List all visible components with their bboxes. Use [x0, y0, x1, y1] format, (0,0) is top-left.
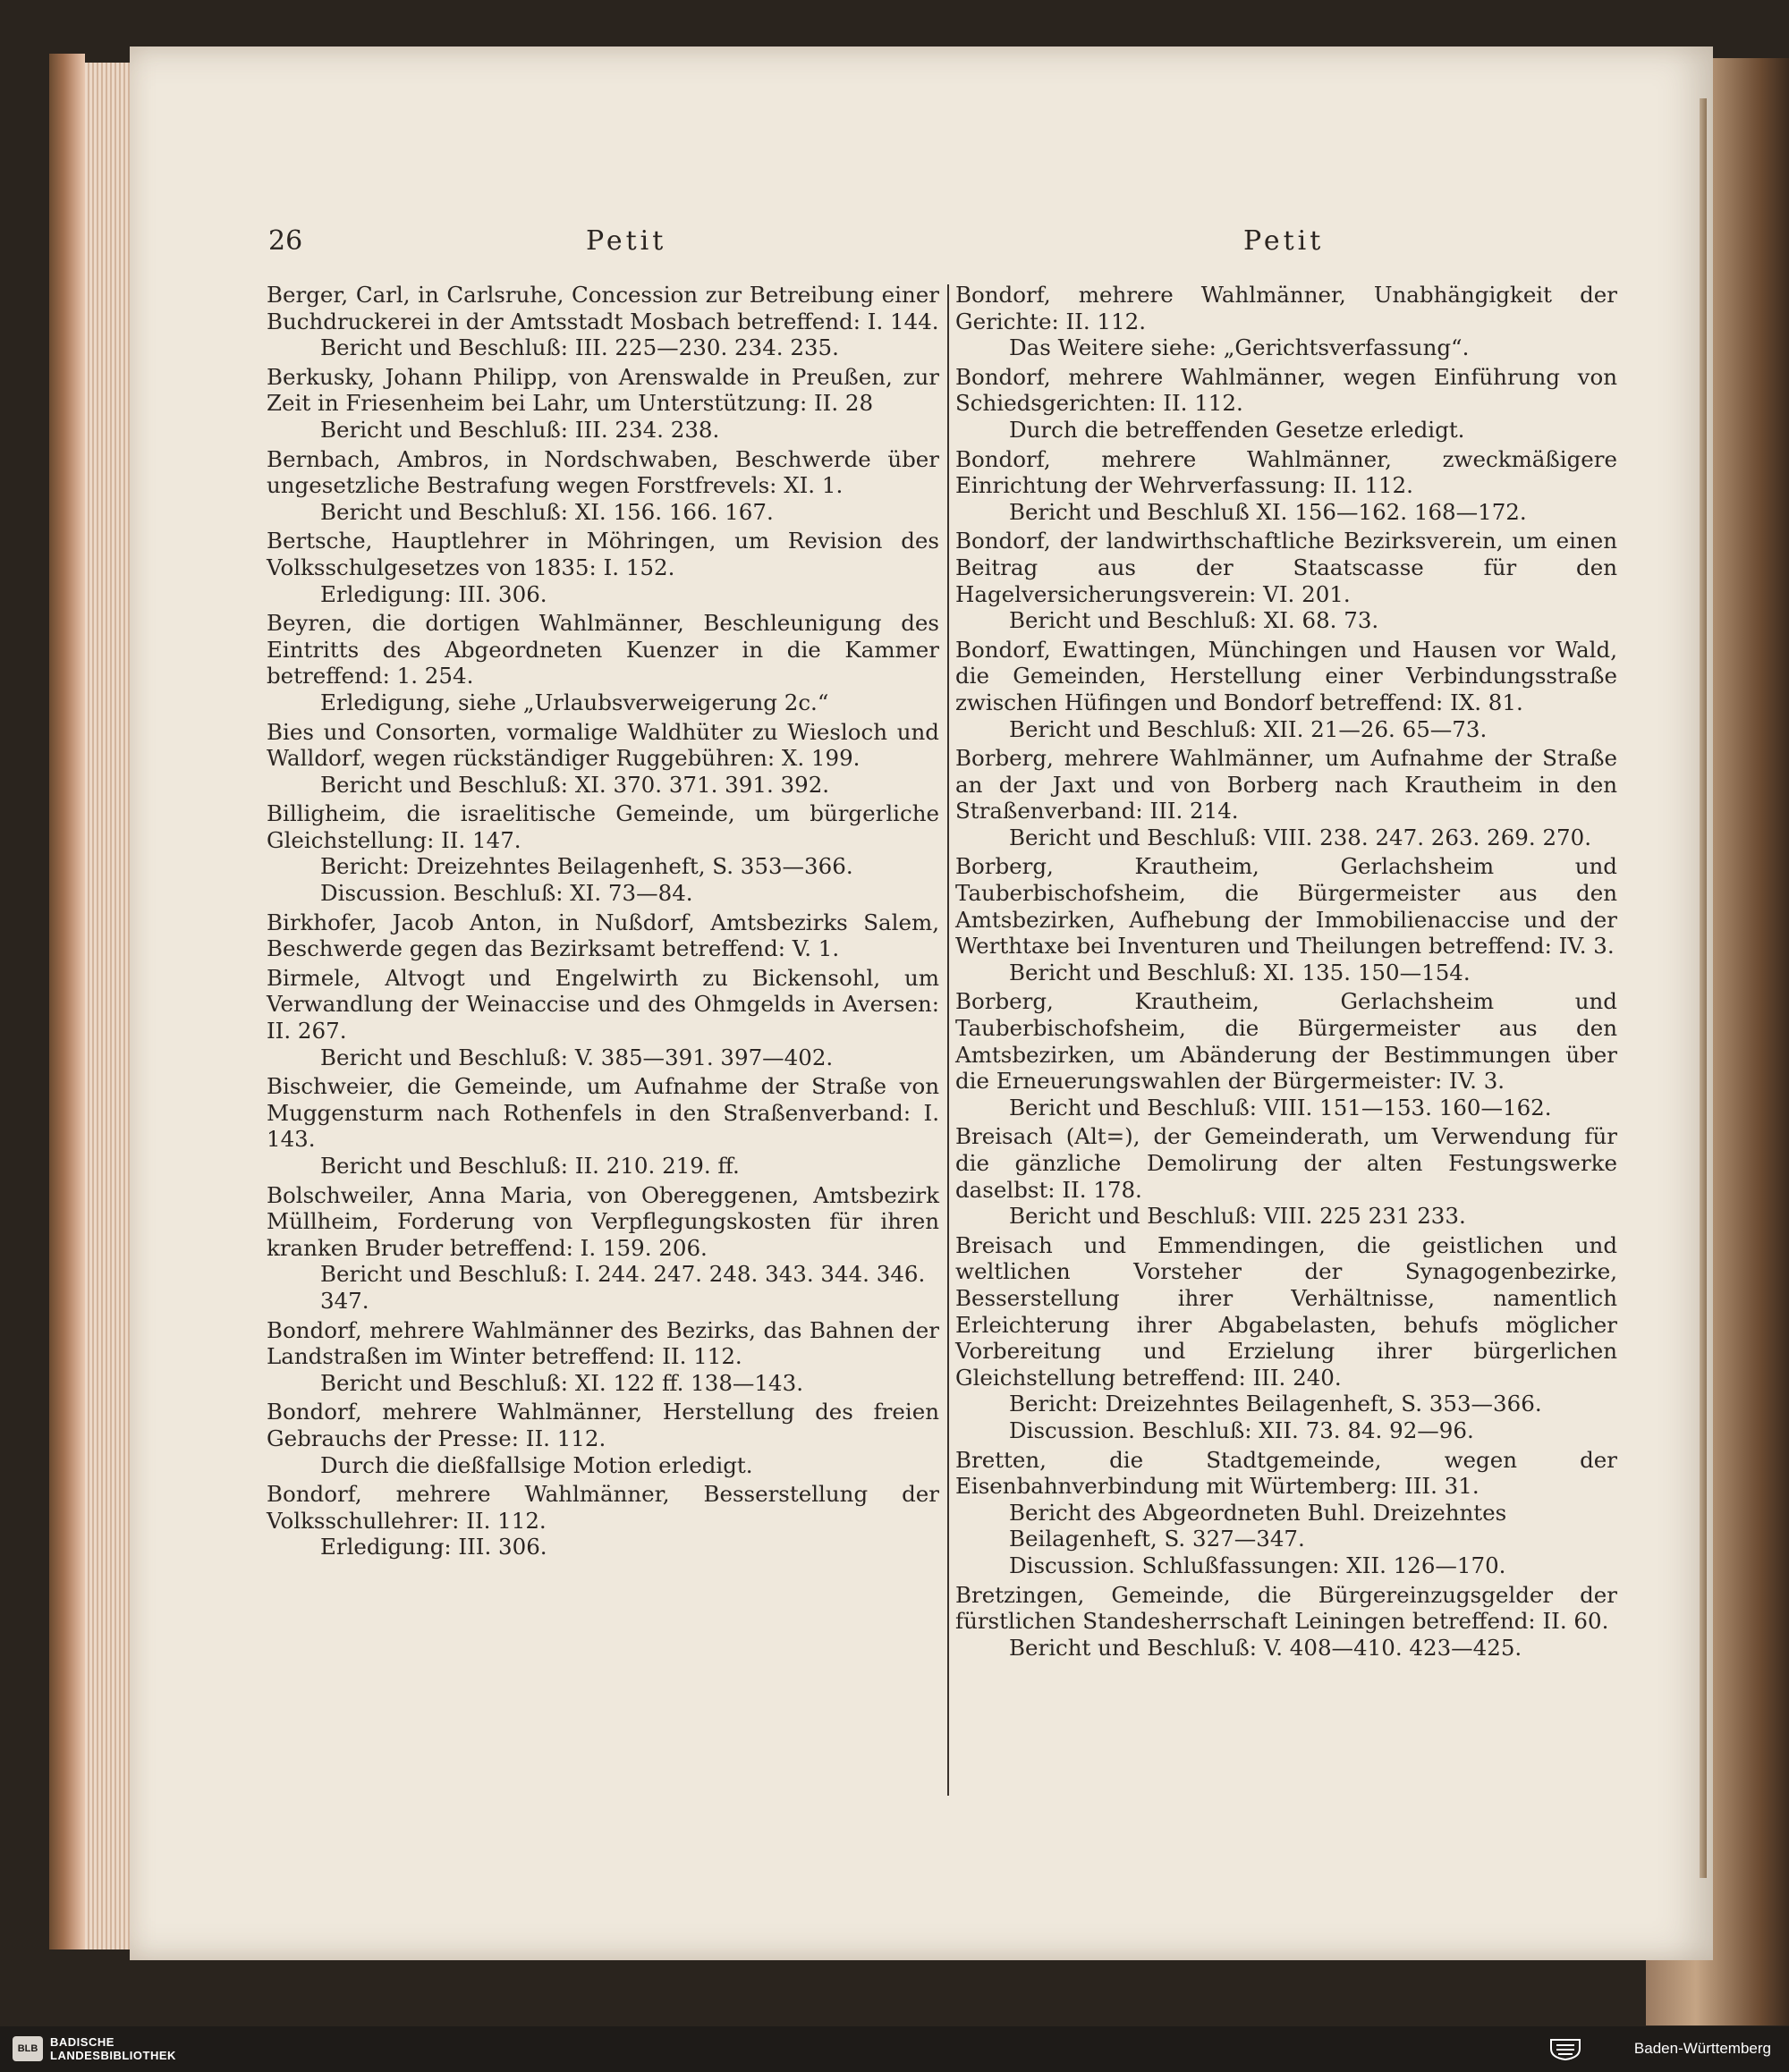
index-entry [267, 719, 939, 799]
index-entry [267, 800, 939, 906]
page-number: 26 [268, 225, 303, 257]
entry-text: Borberg, Krautheim, Gerlachsheim und Tauberbischofsheim, die Bürgermeister aus den Amtsbezirken, um Abänderung der Bestimmungen über die Erneuerungswahlen der Bürgermeister: IV. 3. [955, 988, 1617, 1095]
entry-reference: Bericht des Abgeordneten Buhl. Dreizehntes Beilagenheft, S. 327—347. [1009, 1499, 1507, 1552]
entry-reference: Discussion. Schlußfassungen: XII. 126—170. [1009, 1552, 1506, 1578]
entry-text: Bretzingen, Gemeinde, die Bürgereinzugsgelder der fürstlichen Standesherrschaft Leiningen betreffend: II. 60. [955, 1581, 1617, 1635]
book-binding-left [49, 54, 85, 1949]
entry-text: Bondorf, Ewattingen, Münchingen und Hausen vor Wald, die Gemeinden, Herstellung einer Verbindungsstraße zwischen Hüfingen und Bondorf betreffend: IX. 81. [955, 636, 1617, 715]
entry-text: Bondorf, mehrere Wahlmänner, Besserstellung der Volksschullehrer: II. 112. [267, 1481, 939, 1534]
entry-text: Bondorf, mehrere Wahlmänner des Bezirks, das Bahnen der Landstraßen im Winter betreffend: II. 112. [267, 1316, 939, 1370]
entry-reference: Bericht und Beschluß: XI. 68. 73. [1009, 607, 1379, 634]
index-entry [267, 1073, 939, 1179]
index-entry [267, 1481, 939, 1560]
entry-text: Birmele, Altvogt und Engelwirth zu Bickensohl, um Verwandlung der Weinaccise und des Ohmgelds in Aversen: II. 267. [267, 964, 939, 1044]
entry-reference: Bericht und Beschluß XI. 156—162. 168—172. [1009, 498, 1527, 525]
entry-reference: Bericht und Beschluß: V. 408—410. 423—425. [1009, 1634, 1522, 1661]
entry-reference: Erledigung: III. 306. [320, 580, 547, 607]
index-entry [955, 528, 1617, 633]
entry-text: Bies und Consorten, vormalige Waldhüter zu Wiesloch und Walldorf, wegen rückständiger Ruggebühren: X. 199. [267, 718, 939, 772]
entry-reference: Bericht und Beschluß: III. 234. 238. [320, 416, 720, 443]
entry-text: Bondorf, mehrere Wahlmänner, zweckmäßigere Einrichtung der Wehrverfassung: II. 112. [955, 445, 1617, 499]
entry-text: Bondorf, mehrere Wahlmänner, Unabhängigkeit der Gerichte: II. 112. [955, 282, 1617, 334]
entry-text: Beyren, die dortigen Wahlmänner, Beschleunigung des Eintritts des Abgeordneten Kuenzer in die Kammer betreffend: 1. 254. [267, 610, 939, 689]
index-entry [267, 1317, 939, 1397]
entry-reference: Bericht und Beschluß: VIII. 151—153. 160—162. [1009, 1094, 1552, 1121]
index-entry [955, 282, 1617, 361]
index-entry [955, 1232, 1617, 1444]
entry-text: Berkusky, Johann Philipp, von Arenswalde in Preußen, zur Zeit in Friesenheim bei Lahr, um Unterstützung: II. 28 [267, 363, 939, 417]
entry-text: Bondorf, der landwirthschaftliche Bezirksverein, um einen Beitrag aus der Staatscasse für den Hagelversicherungsverein: VI. 201. [955, 528, 1617, 607]
index-entry [955, 446, 1617, 526]
entry-reference: Bericht und Beschluß: XI. 135. 150—154. [1009, 959, 1471, 985]
institution-line-2: LANDESBIBLIOTHEK [50, 2049, 176, 2062]
blb-logo: BLB [13, 2036, 43, 2061]
running-head-left: Petit [586, 225, 667, 257]
state-coat-of-arms-icon [1547, 2036, 1583, 2061]
entry-reference: Bericht und Beschluß: XII. 21—26. 65—73. [1009, 715, 1488, 742]
entry-reference: Bericht und Beschluß: XI. 370. 371. 391. 392. [320, 771, 830, 798]
entry-text: Bernbach, Ambros, in Nordschwaben, Beschwerde über ungesetzliche Bestrafung wegen Forstfrevels: XI. 1. [267, 445, 939, 499]
state-name: Baden-Württemberg [1633, 2040, 1771, 2057]
index-entry [955, 988, 1617, 1121]
entry-text: Breisach und Emmendingen, die geistlichen und weltlichen Vorsteher der Synagogenbezirke, Besserstellung ihrer Verhältnisse, namentlich Erleichterung ihrer Abgabelasten, behufs möglicher Vorbereitung und Erzielung ihrer bürgerlichen Gleichstellung betreffend: III. 240. [955, 1231, 1617, 1391]
entry-text: Breisach (Alt=), der Gemeinderath, um Verwendung für die gänzliche Demolirung der alten Festungswerke daselbst: II. 178. [955, 1123, 1617, 1203]
entry-reference: Bericht: Dreizehntes Beilagenheft, S. 353—366. [1009, 1391, 1542, 1417]
entry-reference: Das Weitere siehe: „Gerichtsverfassung“. [1009, 334, 1470, 361]
entry-text: Bertsche, Hauptlehrer in Möhringen, um Revision des Volksschulgesetzes von 1835: I. 152. [267, 528, 939, 580]
footer-bar [0, 2026, 1789, 2072]
running-head-right: Petit [1243, 225, 1325, 257]
index-entry [267, 1399, 939, 1478]
entry-reference: Durch die dießfallsige Motion erledigt. [320, 1451, 753, 1478]
entry-reference: Bericht und Beschluß: XI. 156. 166. 167. [320, 498, 774, 525]
entry-reference: Erledigung, siehe „Urlaubsverweigerung 2c.“ [320, 689, 829, 715]
index-entry [955, 1447, 1617, 1579]
institution-line-1: BADISCHE [50, 2035, 114, 2049]
entry-text: Bischweier, die Gemeinde, um Aufnahme der Straße von Muggensturm nach Rothenfels in den Straßenverband: I. 143. [267, 1073, 939, 1153]
index-entry [955, 637, 1617, 742]
entry-reference: Durch die betreffenden Gesetze erledigt. [1009, 416, 1465, 443]
index-entry [267, 909, 939, 962]
entry-reference: Discussion. Beschluß: XII. 73. 84. 92—96. [1009, 1417, 1474, 1443]
entry-reference: Bericht und Beschluß: VIII. 225 231 233. [1009, 1203, 1466, 1230]
entry-text: Berger, Carl, in Carlsruhe, Concession zur Betreibung einer Buchdruckerei in der Amtsstadt Mosbach betreffend: I. 144. [267, 282, 939, 334]
entry-text: Billigheim, die israelitische Gemeinde, um bürgerliche Gleichstellung: II. 147. [267, 800, 939, 853]
column-divider [947, 284, 949, 1796]
entry-text: Borberg, Krautheim, Gerlachsheim und Tauberbischofsheim, die Bürgermeister aus den Amtsbezirken, Aufhebung der Immobilienaccise und der Werthtaxe bei Inventuren und Theilungen betreffend: IV. 3. [955, 853, 1617, 960]
entry-reference: Bericht und Beschluß: I. 244. 247. 248. 343. 344. 346. 347. [320, 1261, 926, 1314]
entry-reference: Bericht und Beschluß: II. 210. 219. ff. [320, 1153, 740, 1179]
index-entry [955, 745, 1617, 850]
index-entry [955, 364, 1617, 444]
institution-name [50, 2035, 176, 2062]
index-entry [955, 1582, 1617, 1662]
index-entry [267, 528, 939, 607]
entry-reference: Bericht: Dreizehntes Beilagenheft, S. 353—366. [320, 853, 853, 880]
index-entry [267, 610, 939, 715]
entry-text: Borberg, mehrere Wahlmänner, um Aufnahme der Straße an der Jaxt und von Borberg nach Krautheim in den Straßenverband: III. 214. [955, 745, 1617, 825]
entry-reference: Erledigung: III. 306. [320, 1534, 547, 1560]
index-entry [267, 446, 939, 526]
index-column-right [955, 282, 1617, 1663]
index-entry [267, 282, 939, 361]
entry-reference: Bericht und Beschluß: III. 225—230. 234. 235. [320, 334, 839, 361]
entry-reference: Bericht und Beschluß: XI. 122 ff. 138—143. [320, 1369, 803, 1396]
index-entry [267, 965, 939, 1070]
entry-reference: Discussion. Beschluß: XI. 73—84. [320, 880, 693, 907]
index-entry [955, 853, 1617, 985]
entry-reference: Bericht und Beschluß: V. 385—391. 397—402. [320, 1044, 834, 1070]
index-entry [267, 364, 939, 444]
page-gutter [1700, 98, 1707, 1878]
entry-text: Birkhofer, Jacob Anton, in Nußdorf, Amtsbezirks Salem, Beschwerde gegen das Bezirksamt betreffend: V. 1. [267, 909, 939, 962]
entry-text: Bondorf, mehrere Wahlmänner, wegen Einführung von Schiedsgerichten: II. 112. [955, 363, 1617, 417]
entry-reference: Bericht und Beschluß: VIII. 238. 247. 263. 269. 270. [1009, 824, 1592, 850]
entry-text: Bretten, die Stadtgemeinde, wegen der Eisenbahnverbindung mit Würtemberg: III. 31. [955, 1446, 1617, 1500]
index-entry [267, 1182, 939, 1315]
index-column-left [267, 282, 939, 1563]
index-entry [955, 1123, 1617, 1229]
entry-text: Bondorf, mehrere Wahlmänner, Herstellung des freien Gebrauchs der Presse: II. 112. [267, 1399, 939, 1451]
entry-text: Bolschweiler, Anna Maria, von Obereggenen, Amtsbezirk Müllheim, Forderung von Verpflegungskosten für ihren kranken Bruder betreffend: I. 159. 206. [267, 1181, 939, 1261]
